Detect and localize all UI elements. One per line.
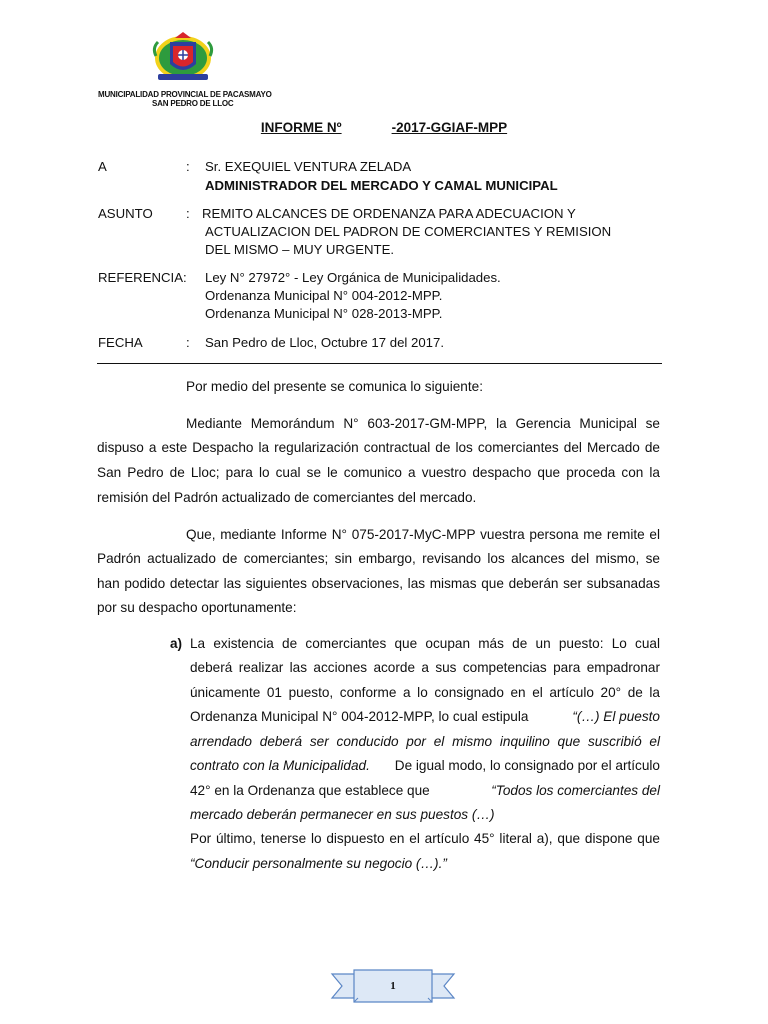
field-asunto-line1: REMITO ALCANCES DE ORDENANZA PARA ADECUACION Y	[202, 206, 576, 221]
list-item-a-line-7	[190, 783, 660, 798]
field-asunto-line3: DEL MISMO – MUY URGENTE.	[205, 242, 395, 257]
paragraph-2-line-2: Padrón actualizado de comerciantes; sin embargo, revisando los alcances del mismo, se	[97, 551, 660, 566]
report-title-suffix: -2017-GGIAF-MPP	[391, 120, 508, 135]
field-a-colon: :	[186, 159, 190, 174]
list-item-a-line-1: La existencia de comerciantes que ocupan más de un puesto: Lo cual	[190, 636, 660, 651]
paragraph-1-line-3: San Pedro de Lloc; para lo cual se le comunico a vuestro despacho que proceda con la	[97, 465, 660, 480]
report-title	[0, 120, 768, 135]
field-asunto-label: ASUNTO	[98, 206, 153, 221]
institution-city: SAN PEDRO DE LLOC	[152, 99, 234, 108]
page-number: 1	[390, 980, 396, 992]
list-item-a-line-2: deberá realizar las acciones acorde a sus competencias para empadronar	[190, 660, 660, 675]
list-item-a-line-6-text: De igual modo, lo consignado por el artículo	[394, 758, 660, 773]
report-title-prefix: INFORME Nº	[260, 120, 342, 135]
field-asunto-colon: :	[186, 206, 190, 221]
list-item-a-line-5: arrendado deberá ser conducido por el mismo inquilino que suscribió el	[190, 734, 660, 749]
field-asunto-line2: ACTUALIZACION DEL PADRON DE COMERCIANTES Y REMISION	[205, 224, 612, 239]
list-item-a-line-10: “Conducir personalmente su negocio (…).”	[190, 856, 447, 871]
list-item-a-line-4-text: Ordenanza Municipal N° 004-2012-MPP, lo cual estipula	[190, 709, 529, 724]
field-a-name: Sr. EXEQUIEL VENTURA ZELADA	[205, 159, 412, 174]
field-referencia-line3: Ordenanza Municipal N° 028-2013-MPP.	[205, 306, 443, 321]
paragraph-2-line-4: por su despacho oportunamente:	[97, 600, 297, 615]
header-divider	[97, 363, 662, 364]
field-fecha-label: FECHA	[98, 335, 143, 350]
list-item-a-line-6	[190, 758, 660, 773]
list-item-a-line-8: mercado deberán permanecer en sus puestos (…)	[190, 807, 495, 822]
field-fecha-colon: :	[186, 335, 190, 350]
list-item-a-line-6-quote: contrato con la Municipalidad.	[190, 758, 370, 773]
intro-paragraph: Por medio del presente se comunica lo siguiente:	[186, 379, 483, 394]
field-referencia-label: REFERENCIA:	[98, 270, 187, 285]
list-item-a-line-7-quote: “Todos los comerciantes del	[491, 783, 660, 798]
field-fecha-value: San Pedro de Lloc, Octubre 17 del 2017.	[205, 335, 445, 350]
field-referencia-line2: Ordenanza Municipal N° 004-2012-MPP.	[205, 288, 443, 303]
institution-name: MUNICIPALIDAD PROVINCIAL DE PACASMAYO	[98, 90, 272, 99]
paragraph-1-line-2: dispuso a este Despacho la regularización contractual de los comerciantes del Mercado de	[97, 440, 660, 455]
field-a-position: ADMINISTRADOR DEL MERCADO Y CAMAL MUNICIPAL	[205, 178, 558, 193]
paragraph-1-line-4: remisión del Padrón actualizado de comerciantes del mercado.	[97, 490, 477, 505]
page-number-banner	[330, 966, 456, 1006]
municipal-crest-logo	[150, 28, 216, 84]
list-item-a-line-4	[190, 709, 660, 724]
paragraph-2-line-1: Que, mediante Informe N° 075-2017-MyC-MPP vuestra persona me remite el	[186, 527, 660, 542]
list-item-a-line-9: Por último, tenerse lo dispuesto en el artículo 45° literal a), que dispone que	[190, 831, 660, 846]
field-referencia-line1: Ley N° 27972° - Ley Orgánica de Municipalidades.	[205, 270, 501, 285]
list-item-a-line-7-text: 42° en la Ordenanza que establece que	[190, 783, 430, 798]
paragraph-1-line-1: Mediante Memorándum N° 603-2017-GM-MPP, la Gerencia Municipal se	[186, 416, 660, 431]
paragraph-2-line-3: han podido detectar las siguientes observaciones, las mismas que deberán ser subsanadas	[97, 576, 660, 591]
field-a-label: A	[98, 159, 107, 174]
list-item-a-line-4-quote: “(…) El puesto	[572, 709, 660, 724]
list-item-a-line-3: únicamente 01 puesto, conforme a lo consignado en el artículo 20° de la	[190, 685, 660, 700]
list-item-a-marker: a)	[170, 636, 183, 651]
